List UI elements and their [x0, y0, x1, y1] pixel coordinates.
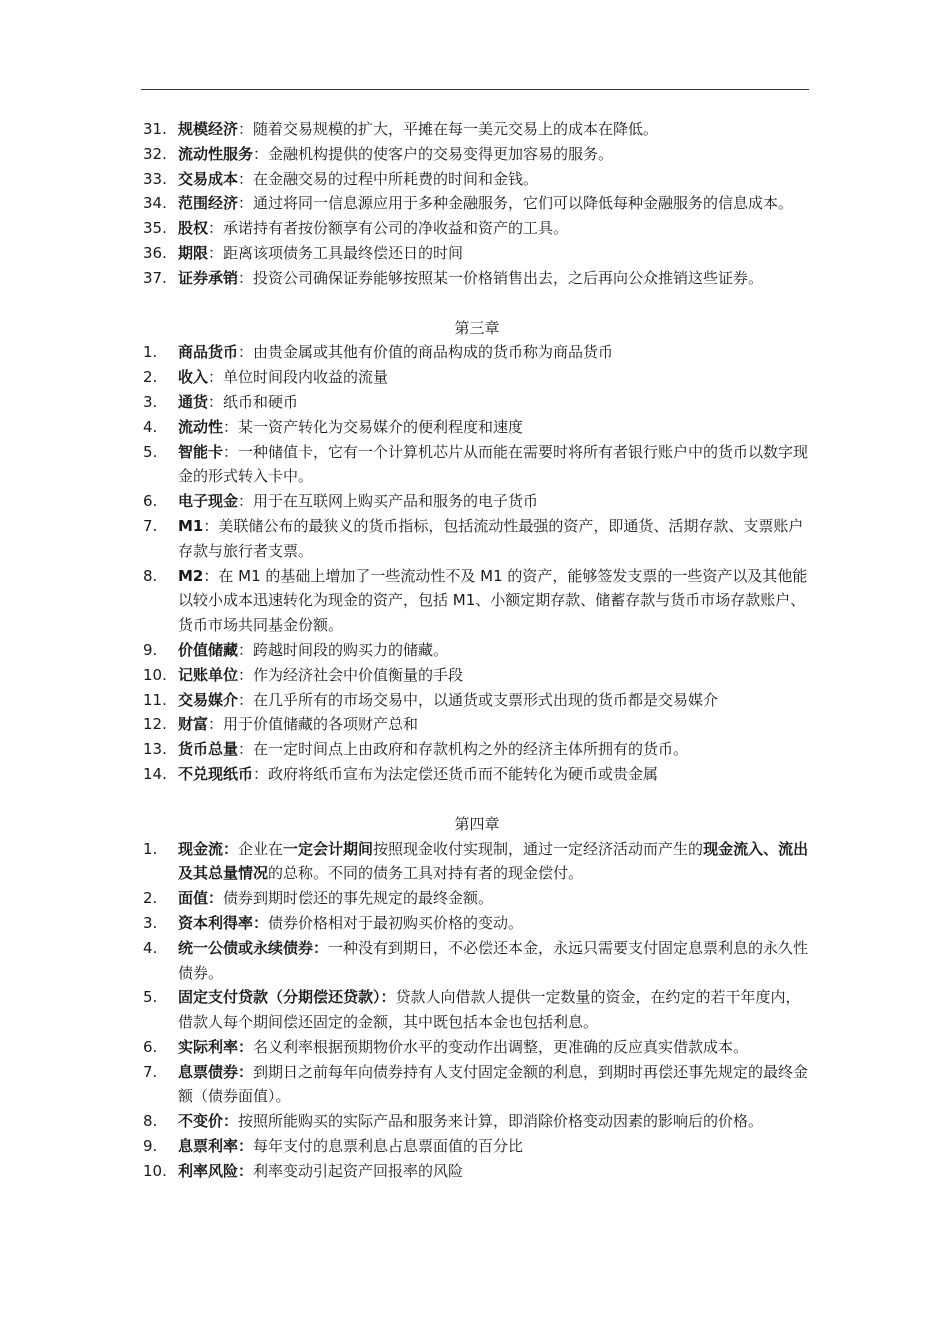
item-definition: ：一种储值卡，它有一个计算机芯片从而能在需要时将所有者银行账户中的货币以数字现金的形式转入卡中。	[178, 442, 809, 486]
item-number: 11.	[143, 690, 167, 709]
item-term: 财富	[178, 715, 209, 734]
item-number: 12.	[143, 715, 167, 734]
item-term: 息票利率：	[178, 1137, 254, 1156]
item-term: 固定支付贷款（分期偿还贷款）：	[178, 988, 396, 1007]
item-term: 实际利率：	[178, 1037, 254, 1056]
item-definition: ：由贵金属或其他有价值的商品构成的货币称为商品货币	[238, 343, 614, 362]
item-definition: 名义利率根据预期物价水平的变动作出调整，更准确的反应真实借款成本。	[253, 1037, 749, 1056]
list-item	[143, 663, 811, 688]
list-item	[143, 514, 811, 564]
item-number: 9.	[143, 640, 158, 659]
list-item	[143, 415, 811, 440]
item-term: 货币总量	[178, 740, 239, 759]
item-definition: ：距离该项债务工具最终偿还日的时间	[208, 243, 464, 262]
list-item	[143, 489, 811, 514]
item-definition: ：跨越时间段的购买力的储藏。	[238, 640, 449, 659]
item-term: 资本利得率：	[178, 913, 269, 932]
item-term: 现金流：	[178, 839, 239, 858]
item-term: 智能卡	[178, 442, 224, 461]
item-number: 1.	[143, 343, 158, 362]
item-number: 7.	[143, 516, 158, 535]
item-definition: ：投资公司确保证券能够按照某一价格销售出去，之后再向公众推销这些证券。	[238, 268, 764, 287]
item-definition: ：在一定时间点上由政府和存款机构之外的经济主体所拥有的货币。	[238, 740, 689, 759]
item-number: 9.	[143, 1137, 158, 1156]
item-term: M1	[178, 516, 204, 535]
document-body	[143, 117, 811, 1184]
item-term: 股权	[178, 219, 209, 238]
item-term: 不兑现纸币	[178, 764, 254, 783]
list-item	[143, 167, 811, 192]
item-term: 通货	[178, 392, 209, 411]
item-definition: ：用于价值储藏的各项财产总和	[208, 715, 419, 734]
item-definition: ：随着交易规模的扩大，平摊在每一美元交易上的成本在降低。	[238, 120, 659, 138]
list-item	[143, 365, 811, 390]
list-item	[143, 390, 811, 415]
item-number: 4.	[143, 417, 158, 436]
spacer	[143, 291, 811, 316]
list-item	[143, 985, 811, 1035]
list-item	[143, 737, 811, 762]
item-definition: ：在几乎所有的市场交易中，以通货或支票形式出现的货币都是交易媒介	[238, 690, 719, 709]
list-item	[143, 117, 811, 142]
chapter4-heading: 第四章	[454, 814, 500, 833]
item-number: 8.	[143, 566, 158, 585]
list-item	[143, 1060, 811, 1110]
item-definition: ：作为经济社会中价值衡量的手段	[238, 665, 464, 684]
item-number: 2.	[143, 889, 158, 908]
item-emphasis: 现金流入、流出及其总量情况	[178, 839, 809, 883]
item-definition: 债券到期时偿还的事先规定的最终金额。	[223, 889, 494, 908]
list-item	[143, 911, 811, 936]
spacer	[143, 787, 811, 812]
list-item	[143, 1035, 811, 1060]
item-number: 34.	[143, 194, 167, 213]
item-term: 规模经济	[178, 120, 239, 138]
item-number: 14.	[143, 764, 167, 783]
item-number: 1.	[143, 839, 158, 858]
list-item	[143, 1159, 811, 1184]
list-item	[143, 638, 811, 663]
item-number: 13.	[143, 740, 167, 759]
item-number: 31.	[143, 120, 167, 138]
chapter4-list	[143, 837, 811, 1184]
item-term: 证券承销	[178, 268, 239, 287]
item-number: 32.	[143, 144, 167, 163]
item-term: M2	[178, 566, 204, 585]
item-number: 2.	[143, 368, 158, 387]
item-number: 33.	[143, 169, 167, 188]
item-number: 36.	[143, 243, 167, 262]
item-term: 不变价：	[178, 1112, 239, 1131]
item-term: 流动性服务	[178, 144, 254, 163]
header-rule	[141, 89, 809, 90]
list-item	[143, 1109, 811, 1134]
item-term: 面值：	[178, 889, 224, 908]
item-term: 价值储藏	[178, 640, 239, 659]
item-emphasis: 一定会计期间	[283, 839, 374, 858]
item-definition-part: 的总称。不同的债务工具对持有者的现金偿付。	[268, 864, 584, 883]
item-definition: ：用于在互联网上购买产品和服务的电子货币	[238, 492, 539, 511]
item-term: 交易媒介	[178, 690, 239, 709]
item-term: 记账单位	[178, 665, 239, 684]
item-term: 息票债券：	[178, 1062, 254, 1081]
item-definition: ：在金融交易的过程中所耗费的时间和金钱。	[238, 169, 539, 188]
list-item	[143, 712, 811, 737]
item-number: 4.	[143, 938, 158, 957]
item-number: 6.	[143, 492, 158, 511]
list-item	[143, 340, 811, 365]
item-term: 商品货币	[178, 343, 239, 362]
list-item	[143, 936, 811, 986]
item-definition: ：政府将纸币宣布为法定偿还货币而不能转化为硬币或贵金属	[253, 764, 659, 783]
list-item	[143, 241, 811, 266]
list-item	[143, 216, 811, 241]
item-definition: 一种没有到期日，不必偿还本金，永远只需要支付固定息票利息的永久性债券。	[178, 938, 809, 982]
item-definition: ：承诺持有者按份额享有公司的净收益和资产的工具。	[208, 219, 569, 238]
chapter3-list	[143, 340, 811, 786]
item-term: 范围经济	[178, 194, 239, 213]
item-number: 6.	[143, 1037, 158, 1056]
item-number: 10.	[143, 665, 167, 684]
item-term: 电子现金	[178, 492, 239, 511]
list-item	[143, 440, 811, 490]
item-number: 7.	[143, 1062, 158, 1081]
item-number: 35.	[143, 219, 167, 238]
list-item	[143, 688, 811, 713]
chapter3-heading: 第三章	[454, 318, 500, 337]
item-definition-part: 按照现金收付实现制，通过一定经济活动而产生的	[373, 839, 704, 858]
list-item	[143, 1134, 811, 1159]
list-item	[143, 762, 811, 787]
item-term: 期限	[178, 243, 209, 262]
item-definition-part: 企业在	[238, 839, 284, 858]
item-number: 5.	[143, 442, 158, 461]
item-definition: 贷款人向借款人提供一定数量的资金，在约定的若干年度内，借款人每个期间偿还固定的金额，其中既包括本金也包括利息。	[178, 988, 801, 1032]
item-definition: ：美联储公布的最狭义的货币指标，包括流动性最强的资产，即通货、活期存款、支票账户存款与旅行者支票。	[178, 516, 804, 560]
list-item	[143, 266, 811, 291]
list-item	[143, 837, 811, 887]
item-number: 5.	[143, 988, 158, 1007]
item-definition: ：通过将同一信息源应用于多种金融服务，它们可以降低每种金融服务的信息成本。	[238, 194, 794, 213]
item-term: 收入	[178, 368, 209, 387]
item-term: 流动性	[178, 417, 224, 436]
item-number: 3.	[143, 392, 158, 411]
item-definition: ：在 M1 的基础上增加了一些流动性不及 M1 的资产，能够签发支票的一些资产以及其他能以较小成本迅速转化为现金的资产，包括 M1、小额定期存款、储蓄存款与货币市场存款账户、货币市场共同基金份额。	[178, 566, 808, 635]
list-item	[143, 886, 811, 911]
item-definition: ：纸币和硬币	[208, 392, 299, 411]
item-definition: 到期日之前每年向债券持有人支付固定金额的利息，到期时再偿还事先规定的最终金额（债券面值）。	[178, 1062, 809, 1106]
item-definition: 债券价格相对于最初购买价格的变动。	[268, 913, 524, 932]
item-number: 8.	[143, 1112, 158, 1131]
item-number: 37.	[143, 268, 167, 287]
item-definition: 利率变动引起资产回报率的风险	[253, 1161, 464, 1180]
item-number: 10.	[143, 1161, 167, 1180]
list-item	[143, 142, 811, 167]
item-definition: ：金融机构提供的使客户的交易变得更加容易的服务。	[253, 144, 614, 163]
item-term: 交易成本	[178, 169, 239, 188]
item-term: 统一公债或永续债券：	[178, 938, 329, 957]
item-number: 3.	[143, 913, 158, 932]
item-definition: 按照所能购买的实际产品和服务来计算，即消除价格变动因素的影响后的价格。	[238, 1112, 764, 1131]
item-definition: 每年支付的息票利息占息票面值的百分比	[253, 1137, 524, 1156]
item-definition: ：单位时间段内收益的流量	[208, 368, 389, 387]
list-item	[143, 564, 811, 638]
item-term: 利率风险：	[178, 1161, 254, 1180]
item-definition: ：某一资产转化为交易媒介的便利程度和速度	[223, 417, 524, 436]
chapter2-tail-list	[143, 117, 811, 291]
list-item	[143, 191, 811, 216]
